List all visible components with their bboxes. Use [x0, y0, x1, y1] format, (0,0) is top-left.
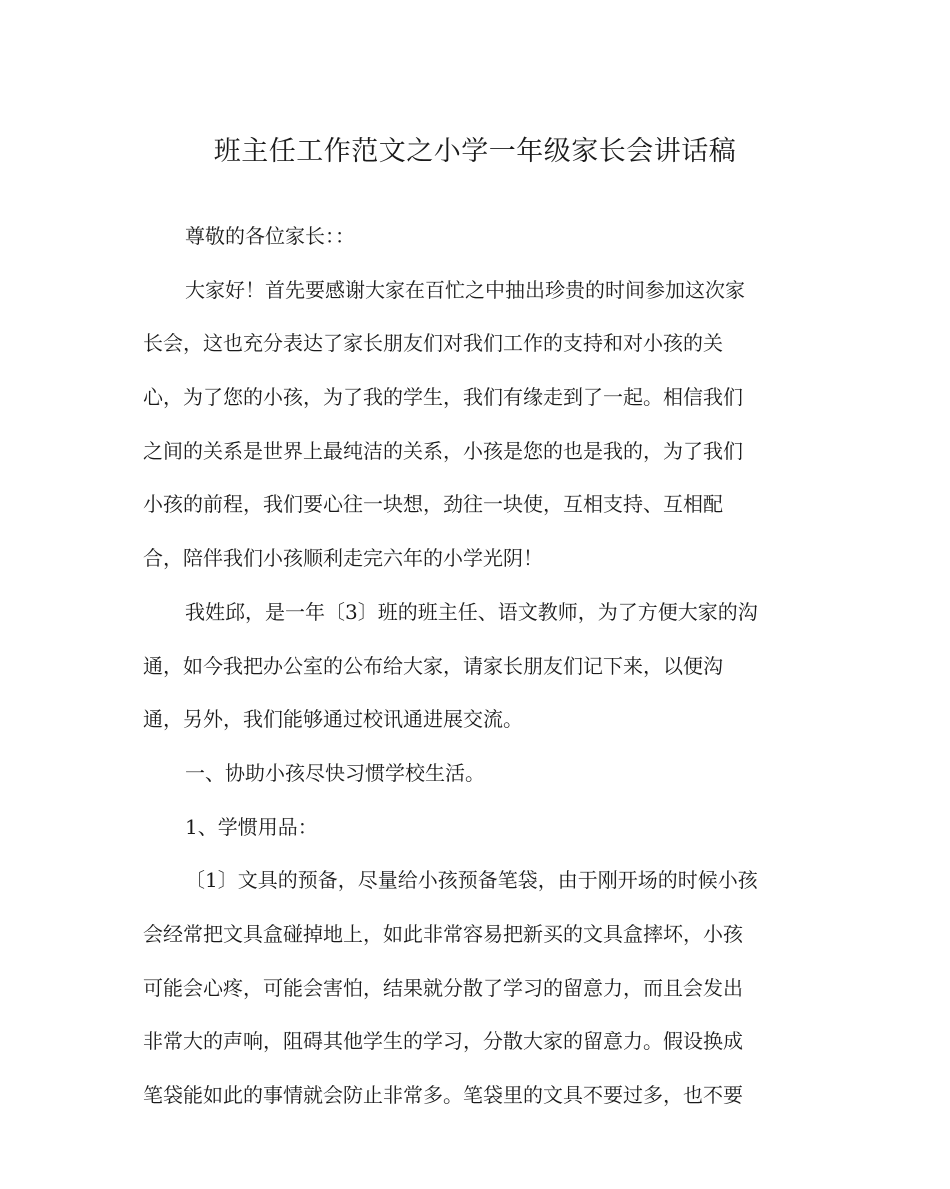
- body-line: 我姓邱，是一年〔3〕班的班主任、语文教师，为了方便大家的沟: [185, 599, 758, 624]
- body-line: 〔1〕文具的预备，尽量给小孩预备笔袋，由于刚开场的时候小孩: [185, 868, 758, 893]
- body-line: 通，如今我把办公室的公布给大家，请家长朋友们记下来，以便沟: [143, 653, 723, 678]
- body-line: 合，陪伴我们小孩顺利走完六年的小学光阴！: [143, 546, 543, 571]
- body-line: 长会，这也充分表达了家长朋友们对我们工作的支持和对小孩的关: [143, 331, 723, 356]
- body-line: 通，另外，我们能够通过校讯通进展交流。: [143, 707, 523, 732]
- subsection-heading: 1、学惯用品：: [185, 814, 318, 839]
- body-line: 尊敬的各位家长：：: [185, 224, 355, 248]
- document-title: 班主任工作范文之小学一年级家长会讲话稿: [213, 136, 737, 167]
- body-line: 笔袋能如此的事情就会防止非常多。笔袋里的文具不要过多，也不要: [143, 1083, 743, 1107]
- section-heading: 一、协助小孩尽快习惯学校生活。: [185, 760, 485, 785]
- body-line: 非常大的声响，阻碍其他学生的学习，分散大家的留意力。假设换成: [143, 1029, 743, 1054]
- body-line: 会经常把文具盒碰掉地上，如此非常容易把新买的文具盒摔坏，小孩: [143, 921, 743, 946]
- body-line: 可能会心疼，可能会害怕，结果就分散了学习的留意力，而且会发出: [143, 975, 743, 1000]
- body-line: 心，为了您的小孩，为了我的学生，我们有缘走到了一起。相信我们: [143, 385, 743, 410]
- body-line: 小孩的前程，我们要心往一块想，劲往一块使，互相支持、互相配: [143, 492, 723, 517]
- body-line: 大家好！首先要感谢大家在百忙之中抽出珍贵的时间参加这次家: [185, 277, 745, 302]
- body-line: 之间的关系是世界上最纯洁的关系，小孩是您的也是我的，为了我们: [143, 438, 743, 463]
- document-body: [143, 210, 807, 1123]
